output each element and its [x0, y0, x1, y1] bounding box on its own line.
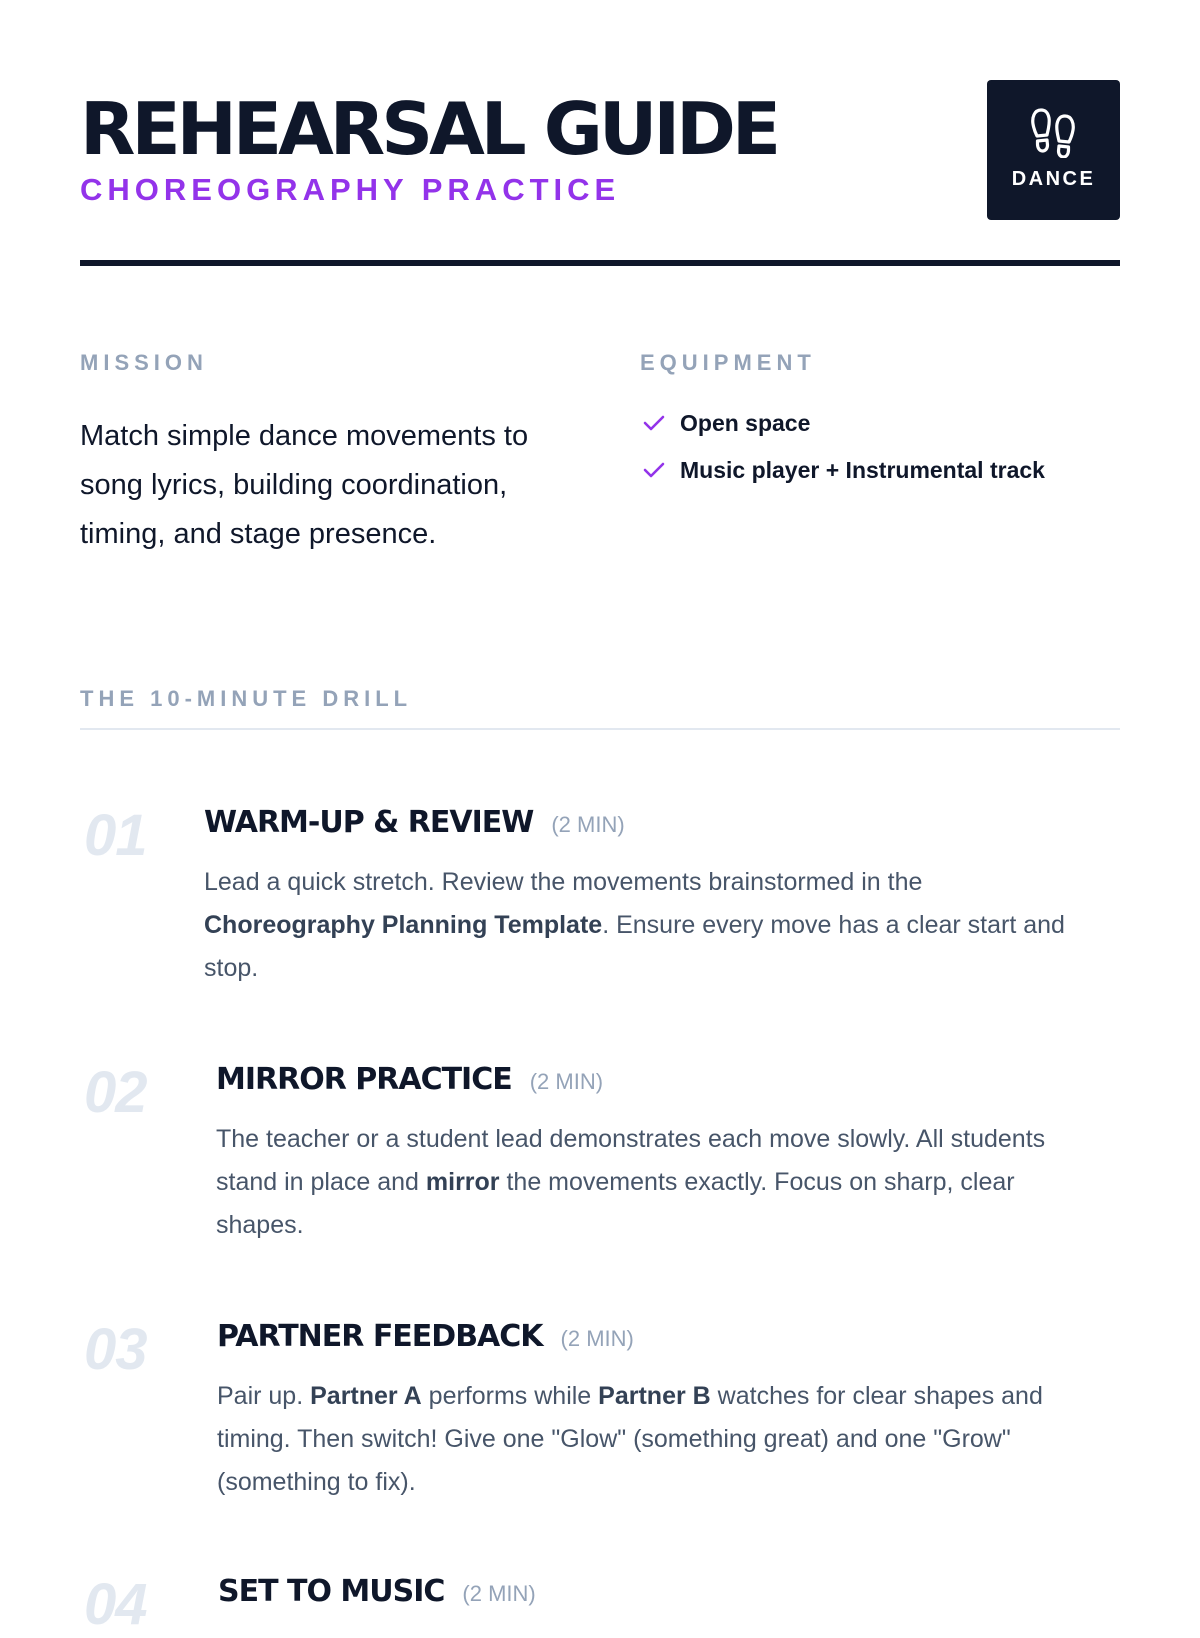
- header: [80, 80, 1120, 280]
- step-heading: [216, 1060, 1096, 1100]
- step-description-text: watches for clear shapes and timing. Then switch! Give one "Glow" (something great) and one "Grow" (something to fix).: [217, 1382, 1043, 1496]
- step-description: [204, 861, 1094, 990]
- step-duration: (2 MIN): [551, 812, 625, 837]
- step-body: [216, 1060, 1096, 1247]
- step-title: WARM-UP & REVIEW: [204, 805, 534, 840]
- step-heading: [218, 1572, 1098, 1612]
- step-title: MIRROR PRACTICE: [216, 1062, 512, 1097]
- mission-label: MISSION: [80, 350, 208, 375]
- step-number: 04: [84, 1572, 147, 1637]
- step-description-text: performs while: [421, 1382, 599, 1410]
- check-icon: [642, 413, 666, 433]
- step-body: [218, 1572, 1098, 1630]
- step-number: 03: [84, 1317, 147, 1382]
- step-number: 02: [84, 1060, 147, 1125]
- step-description: [217, 1375, 1102, 1504]
- equipment-item: [640, 407, 1045, 454]
- drill-divider: [80, 728, 1120, 730]
- step-body: [217, 1317, 1102, 1504]
- step-description: [216, 1118, 1096, 1247]
- badge-label: DANCE: [1011, 168, 1096, 190]
- step-title: SET TO MUSIC: [218, 1574, 445, 1609]
- step-description-emphasis: mirror: [425, 1168, 500, 1196]
- step-duration: (2 MIN): [462, 1581, 536, 1606]
- category-badge: [987, 80, 1120, 220]
- page-subtitle: CHOREOGRAPHY PRACTICE: [80, 172, 621, 207]
- equipment-label: EQUIPMENT: [640, 350, 816, 375]
- step-description-emphasis: Choreography Planning Template: [204, 911, 603, 939]
- page-title: REHEARSAL GUIDE: [80, 87, 778, 171]
- step-description-emphasis: Partner B: [598, 1382, 711, 1410]
- footprints-icon: [1029, 106, 1079, 158]
- step-description-text: Pair up.: [217, 1382, 311, 1410]
- equipment-item-label: Open space: [680, 410, 811, 436]
- step-heading: [204, 803, 1094, 843]
- step-number: 01: [84, 803, 147, 868]
- step-title: PARTNER FEEDBACK: [217, 1319, 543, 1354]
- equipment-list: [640, 407, 1045, 501]
- step-description-text: Lead a quick stretch. Review the movements brainstormed in the: [204, 868, 923, 896]
- step-description-text: The teacher or a student lead demonstrates each move slowly. All students stand in place and: [216, 1125, 1046, 1196]
- step-duration: (2 MIN): [529, 1069, 604, 1094]
- check-icon: [642, 460, 666, 480]
- step-description-text: . Ensure every move has a clear start and stop.: [204, 911, 1065, 982]
- step-heading: [217, 1317, 1102, 1357]
- step-duration: (2 MIN): [560, 1326, 634, 1351]
- step-description-emphasis: Partner A: [310, 1382, 422, 1410]
- step-body: [204, 803, 1094, 990]
- equipment-item-label: Music player + Instrumental track: [680, 457, 1045, 483]
- step-description-text: the movements exactly. Focus on sharp, clear shapes.: [216, 1168, 1015, 1239]
- drill-label: THE 10-MINUTE DRILL: [80, 686, 413, 711]
- equipment-item: [640, 454, 1045, 501]
- header-divider: [80, 260, 1120, 266]
- mission-text: Match simple dance movements to song lyrics, building coordination, timing, and stage presence.: [80, 420, 529, 550]
